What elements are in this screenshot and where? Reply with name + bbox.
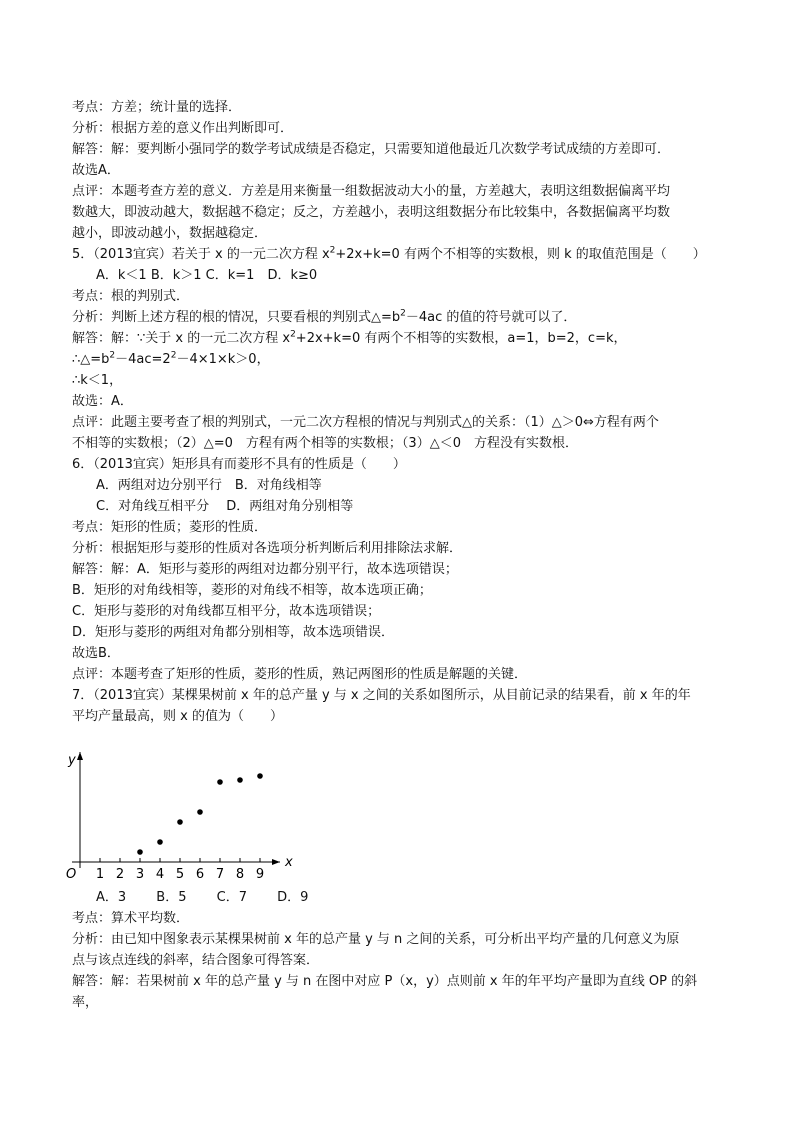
q5-dianping-line2: 不相等的实数根；（2）△=0 方程有两个相等的实数根；（3）△＜0 方程没有实数根． (72, 436, 578, 451)
origin-label: O (66, 867, 77, 882)
q5-stem-part1: 5．（2013宜宾）若关于 x 的一元二次方程 x (72, 247, 330, 262)
x-tick-label: 8 (235, 867, 245, 882)
q6-option-d-analysis: D．矩形与菱形的两组对角都分别相等，故本选项错误． (72, 625, 395, 640)
chart-labels (66, 753, 293, 882)
data-point (197, 809, 203, 815)
q5-fenxi (72, 307, 576, 328)
q5-dianping-line1: 点评：此题主要考查了根的判别式，一元二次方程根的情况与判别式△的关系：（1）△＞0⇔方程有两个 (72, 415, 659, 430)
q6-kaodian: 考点：矩形的性质；菱形的性质． (72, 520, 268, 535)
x-tick-label: 9 (255, 867, 265, 882)
q5-step1-exp2: 2 (170, 350, 177, 361)
q7-jieda-line2: 率， (72, 995, 99, 1010)
data-point (177, 819, 183, 825)
scatter-chart (60, 722, 300, 884)
q7-fenxi-line1: 分析：由已知中图象表示某棵果树前 x 年的总产量 y 与 n 之间的关系，可分析出平均产量的几何意义为原 (72, 932, 680, 947)
q5-stem-exponent: 2 (329, 245, 336, 256)
q5-jieda-exponent: 2 (290, 329, 296, 340)
chart-points (137, 773, 263, 855)
q4-jieda: 解答：解：要判断小强同学的数学考试成绩是否稳定，只需要知道他最近几次数学考试成绩的方差即可． (72, 142, 671, 157)
q4-dianping-line3: 越小，即波动越小，数据越稳定． (72, 226, 268, 241)
q4-dianping-line1: 点评：本题考查方差的意义．方差是用来衡量一组数据波动大小的量，方差越大，表明这组数据偏离平均 (72, 184, 671, 199)
q5-stem-part2: +2x+k=0 有两个不相等的实数根，则 k 的取值范围是（ ） (335, 247, 706, 262)
q5-step1-part1: ∴△=b (72, 352, 110, 367)
q7-fenxi-line2: 点与该点连线的斜率，结合图象可得答案． (72, 953, 320, 968)
data-point (257, 773, 263, 779)
x-tick-label: 4 (155, 867, 165, 882)
x-axis-label: x (285, 855, 293, 870)
q5-fenxi-part2: －4ac 的值的符号就可以了． (405, 310, 577, 325)
x-tick-label: 3 (135, 867, 145, 882)
q5-step1-part2: －4ac=2 (115, 352, 171, 367)
q7-jieda-line1: 解答：解：若果树前 x 年的总产量 y 与 n 在图中对应 P（x，y）点则前 x 年的年平均产量即为直线 OP 的斜 (72, 974, 698, 989)
q5-stem (72, 244, 706, 265)
chart-axes (72, 752, 280, 868)
q5-options: A．k＜1 B．k＞1 C．k=1 D．k≥0 (96, 268, 318, 283)
q4-guxuan: 故选A． (72, 163, 120, 178)
q4-kaodian: 考点：方差；统计量的选择． (72, 100, 242, 115)
q5-guxuan: 故选：A． (72, 394, 133, 409)
q6-fenxi: 分析：根据矩形与菱形的性质对各选项分析判断后利用排除法求解． (72, 541, 463, 556)
y-axis-label: y (68, 753, 76, 768)
x-tick-label: 1 (95, 867, 105, 882)
q5-fenxi-part1: 分析：判断上述方程的根的情况，只要看根的判别式△=b (72, 310, 401, 325)
q5-step1-exp1: 2 (109, 350, 116, 361)
x-tick-label: 7 (215, 867, 225, 882)
q7-stem-line1: 7．（2013宜宾）某棵果树前 x 年的总产量 y 与 x 之间的关系如图所示，从目前记录的结果看，前 x 年的年 (72, 688, 691, 703)
q4-dianping-line2: 数越大，即波动越大，数据越不稳定；反之，方差越小，表明这组数据分布比较集中，各数据偏离平均数 (72, 205, 671, 220)
data-point (137, 849, 143, 855)
q6-options-ab: A．两组对边分别平行 B．对角线相等 (96, 478, 322, 493)
q5-jieda-part2: +2x+k=0 有两个不相等的实数根，a=1，b=2，c=k， (295, 331, 627, 346)
q6-guxuan: 故选B． (72, 646, 120, 661)
q6-jieda: 解答：解：A．矩形与菱形的两组对边都分别平行，故本选项错误； (72, 562, 458, 577)
y-axis-arrow (77, 752, 83, 760)
x-tick-label: 5 (175, 867, 185, 882)
q7-stem-line2: 平均产量最高，则 x 的值为（ ） (72, 709, 283, 724)
data-point (237, 777, 243, 783)
q6-option-b-analysis: B．矩形的对角线相等，菱形的对角线不相等，故本选项正确； (72, 583, 432, 598)
x-tick-label: 2 (115, 867, 125, 882)
q7-options: A．3 B．5 C．7 D．9 (96, 890, 309, 905)
q5-step2: ∴k＜1， (72, 373, 123, 388)
q5-jieda-part1: 解答：解：∵关于 x 的一元二次方程 x (72, 331, 291, 346)
q6-options-cd: C．对角线互相平分 D．两组对角分别相等 (96, 499, 354, 514)
x-axis-arrow (272, 859, 280, 865)
q5-step1-part3: －4×1×k＞0， (176, 352, 270, 367)
q6-option-c-analysis: C．矩形与菱形的对角线都互相平分，故本选项错误； (72, 604, 381, 619)
q6-stem: 6．（2013宜宾）矩形具有而菱形不具有的性质是（ ） (72, 457, 406, 472)
q7-kaodian: 考点：算术平均数． (72, 911, 190, 926)
q6-dianping: 点评：本题考查了矩形的性质，菱形的性质，熟记两图形的性质是解题的关键． (72, 667, 528, 682)
q5-jieda (72, 328, 627, 349)
data-point (157, 839, 163, 845)
data-point (217, 779, 223, 785)
q5-step1 (72, 349, 270, 370)
q4-fenxi: 分析：根据方差的意义作出判断即可． (72, 121, 294, 136)
x-tick-label: 6 (195, 867, 205, 882)
q5-fenxi-exponent: 2 (400, 308, 406, 319)
q5-kaodian: 考点：根的判别式． (72, 289, 190, 304)
